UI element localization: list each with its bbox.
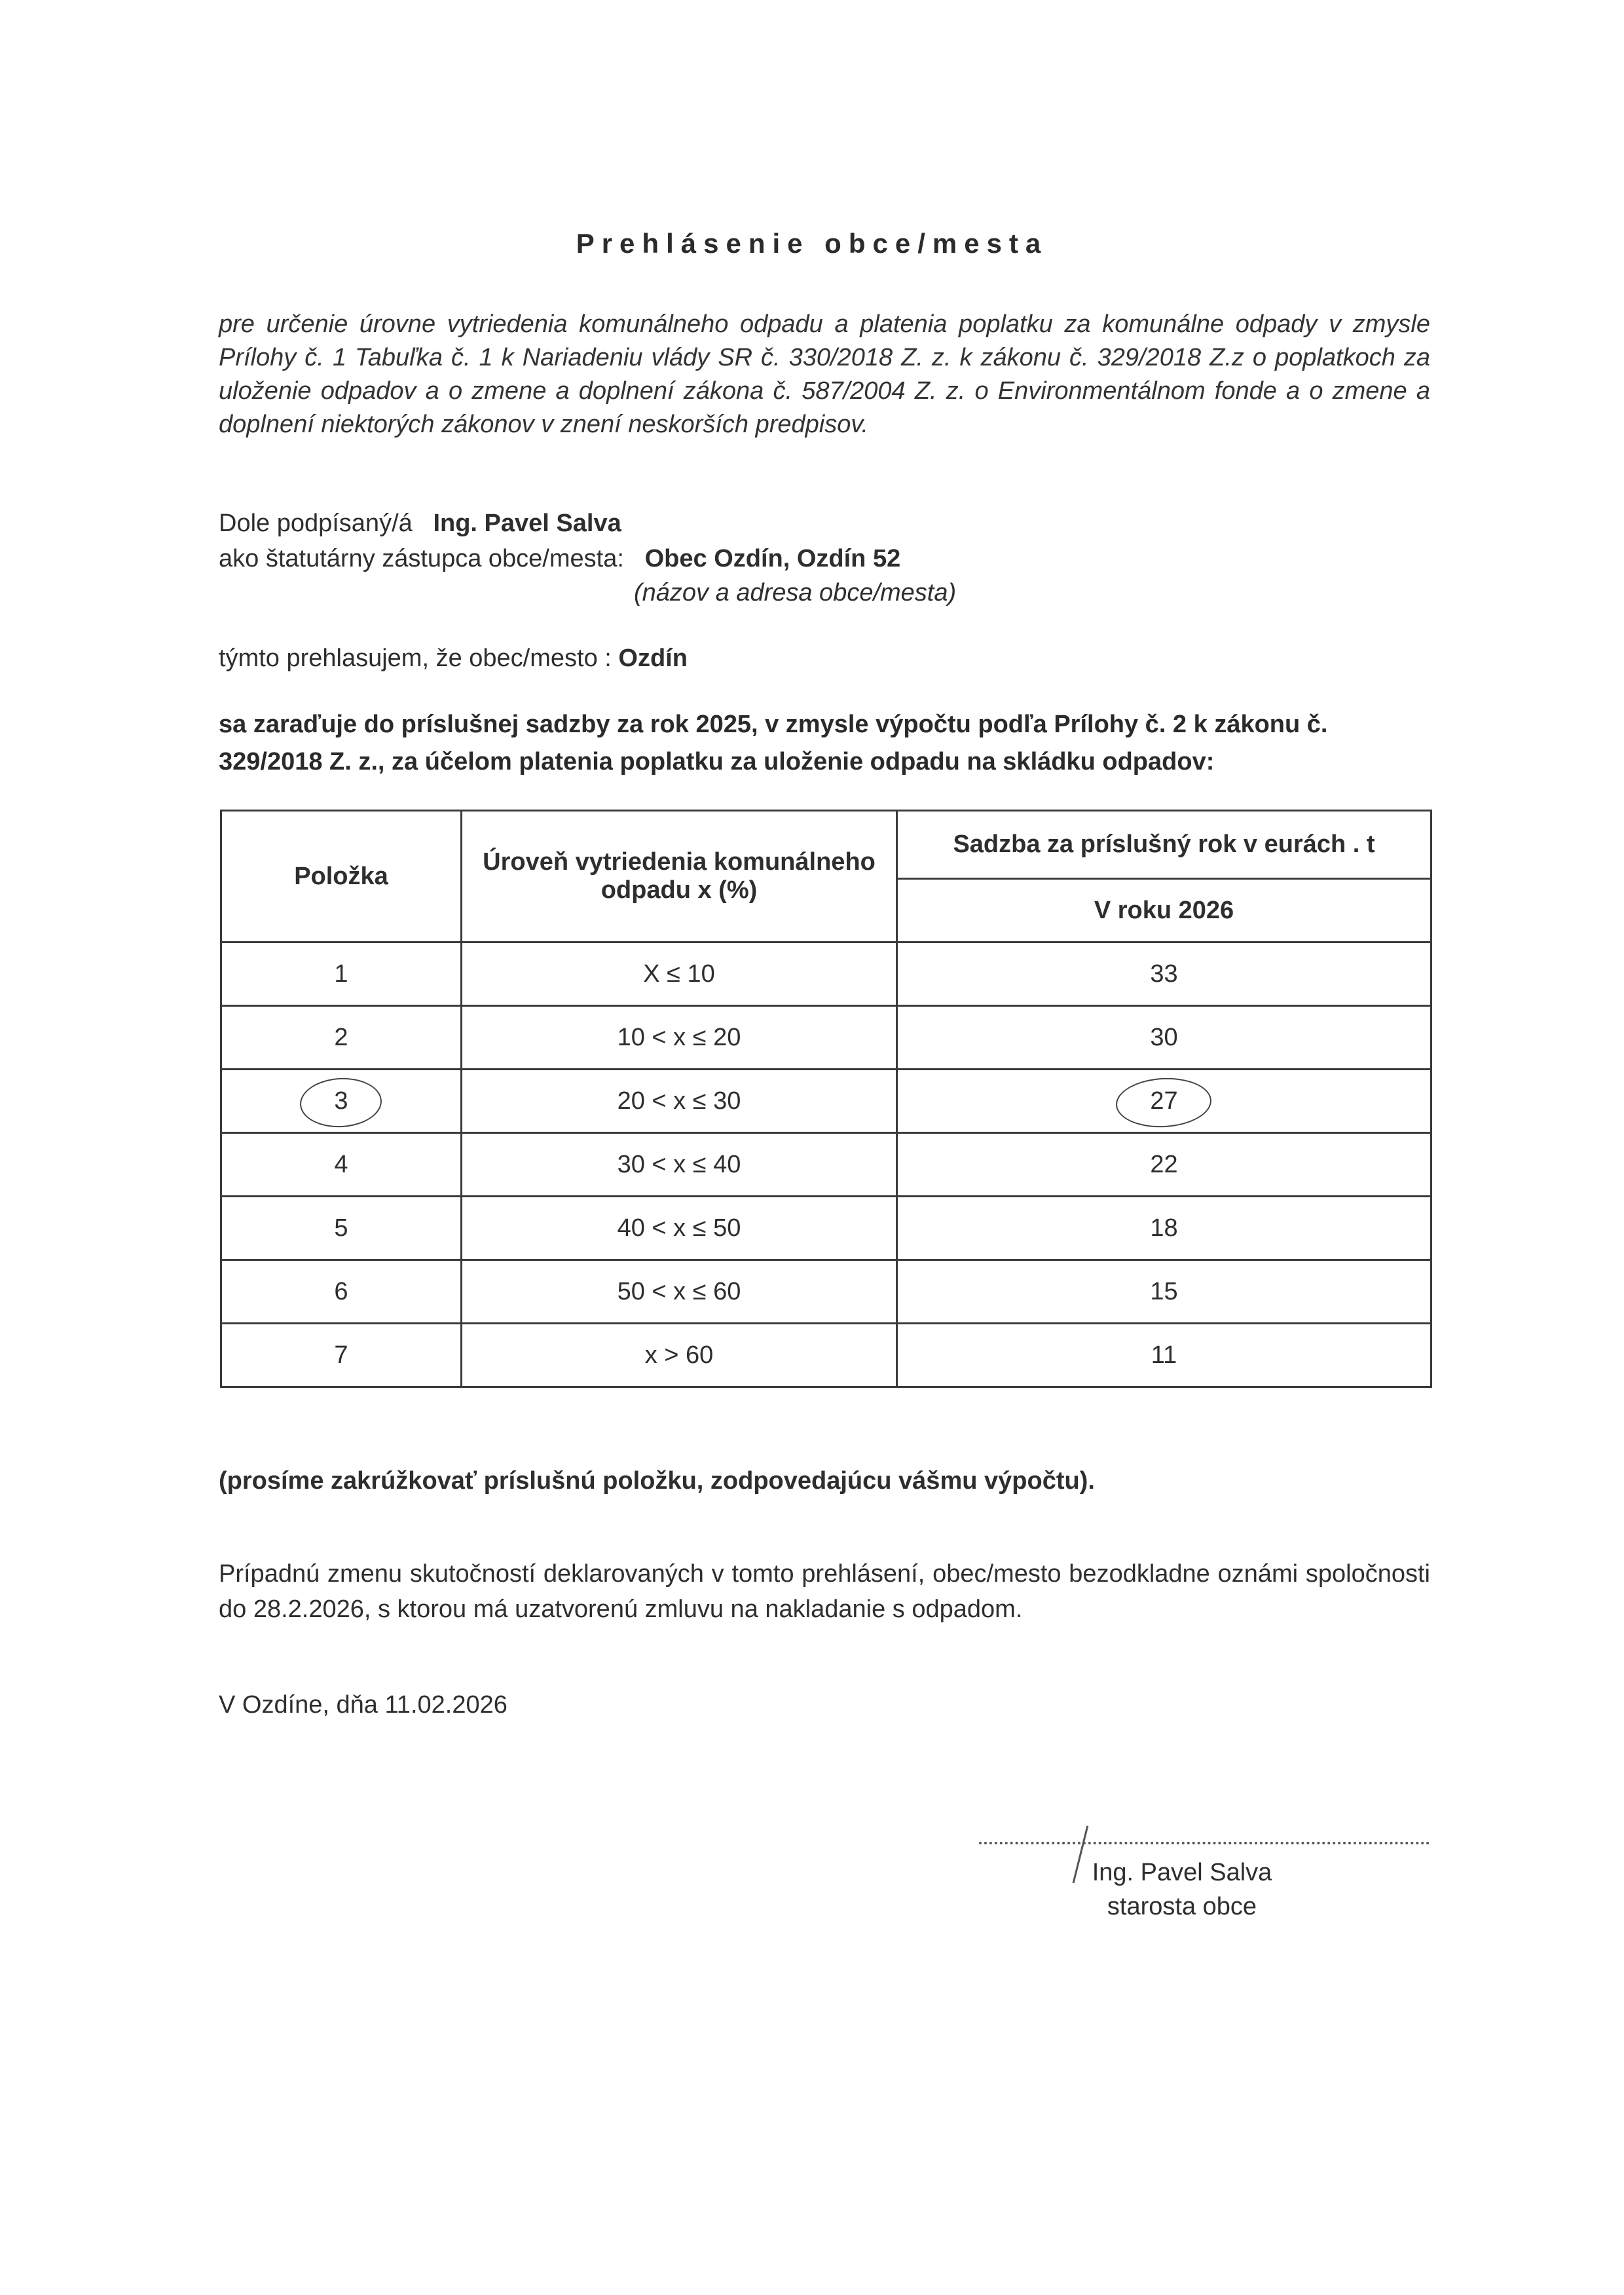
- item-cell: 6: [221, 1260, 462, 1324]
- place-date: V Ozdíne, dňa 11.02.2026: [219, 1691, 507, 1719]
- table-row: [221, 1324, 1431, 1387]
- level-cell: x > 60: [462, 1324, 897, 1387]
- rate-cell: 11: [897, 1324, 1431, 1387]
- signatory-name: Ing. Pavel Salva: [433, 510, 621, 537]
- municipality-hint: (názov a adresa obce/mesta): [634, 579, 957, 606]
- item-cell: [221, 1070, 462, 1133]
- hand-drawn-circle-mark: 3: [334, 1087, 348, 1115]
- representative-label: ako štatutárny zástupca obce/mesta:: [219, 545, 624, 572]
- item-cell: 1: [221, 942, 462, 1006]
- rate-cell: 15: [897, 1260, 1431, 1324]
- signature-name: Ing. Pavel Salva: [1092, 1859, 1272, 1886]
- table-row-selected: [221, 1070, 1431, 1133]
- header-item: Položka: [221, 811, 462, 942]
- level-cell: 10 < x ≤ 20: [462, 1006, 897, 1070]
- representative-line: [219, 542, 900, 575]
- table-row: [221, 942, 1431, 1006]
- level-cell: 20 < x ≤ 30: [462, 1070, 897, 1133]
- declaration-municipality: Ozdín: [618, 644, 688, 672]
- rate-cell: 22: [897, 1133, 1431, 1197]
- signature-line: [979, 1842, 1430, 1844]
- rate-cell: 18: [897, 1197, 1431, 1260]
- document-title: Prehlásenie obce/mesta: [576, 228, 1048, 259]
- header-level: Úroveň vytriedenia komunálneho odpadu x (%): [462, 811, 897, 942]
- signatory-label: Dole podpísaný/á: [219, 510, 413, 537]
- declaration-label: týmto prehlasujem, že obec/mesto :: [219, 644, 612, 672]
- instruction-note: (prosíme zakrúžkovať príslušnú položku, zodpovedajúcu vášmu výpočtu).: [219, 1467, 1095, 1495]
- signature-title: starosta obce: [1107, 1893, 1257, 1920]
- municipality-address: Obec Ozdín, Ozdín 52: [644, 545, 901, 572]
- rate-cell: [897, 1070, 1431, 1133]
- rates-table: [220, 810, 1432, 1388]
- level-cell: 40 < x ≤ 50: [462, 1197, 897, 1260]
- level-cell: X ≤ 10: [462, 942, 897, 1006]
- item-cell: 4: [221, 1133, 462, 1197]
- table-row: [221, 1260, 1431, 1324]
- level-cell: 50 < x ≤ 60: [462, 1260, 897, 1324]
- classification-paragraph: sa zaraďuje do príslušnej sadzby za rok 2025, v zmysle výpočtu podľa Prílohy č. 2 k zákonu č. 329/2018 Z. z., za účelom platenia poplatku za uloženie odpadu na skládku odpadov:: [219, 711, 1328, 775]
- rate-cell: 30: [897, 1006, 1431, 1070]
- header-rate: Sadzba za príslušný rok v eurách . t: [897, 811, 1431, 879]
- signatory-line: [219, 507, 621, 540]
- item-cell: 5: [221, 1197, 462, 1260]
- rate-cell: 33: [897, 942, 1431, 1006]
- declaration-line: [219, 642, 688, 675]
- hand-drawn-circle-mark: 27: [1150, 1087, 1178, 1115]
- level-cell: 30 < x ≤ 40: [462, 1133, 897, 1197]
- table-row: [221, 1133, 1431, 1197]
- item-cell: 2: [221, 1006, 462, 1070]
- table-row: [221, 1006, 1431, 1070]
- change-notice-paragraph: Prípadnú zmenu skutočností deklarovaných v tomto prehlásení, obec/mesto bezodkladne oznámi spoločnosti do 28.2.2026, s ktorou má uzatvorenú zmluvu na nakladanie s odpadom.: [219, 1560, 1430, 1623]
- intro-paragraph: pre určenie úrovne vytriedenia komunálneho odpadu a platenia poplatku za komunálne odpady v zmysle Prílohy č. 1 Tabuľka č. 1 k Nariadeniu vlády SR č. 330/2018 Z. z. k zákonu č. 329/2018 Z.z o poplatkoch za uloženie odpadov a o zmene a doplnení zákona č. 587/2004 Z. z. o Environmentálnom fonde a o zmene a doplnení niektorých zákonov v znení neskorších predpisov.: [219, 310, 1430, 438]
- table-row: [221, 1197, 1431, 1260]
- header-year: V roku 2026: [897, 879, 1431, 942]
- item-cell: 7: [221, 1324, 462, 1387]
